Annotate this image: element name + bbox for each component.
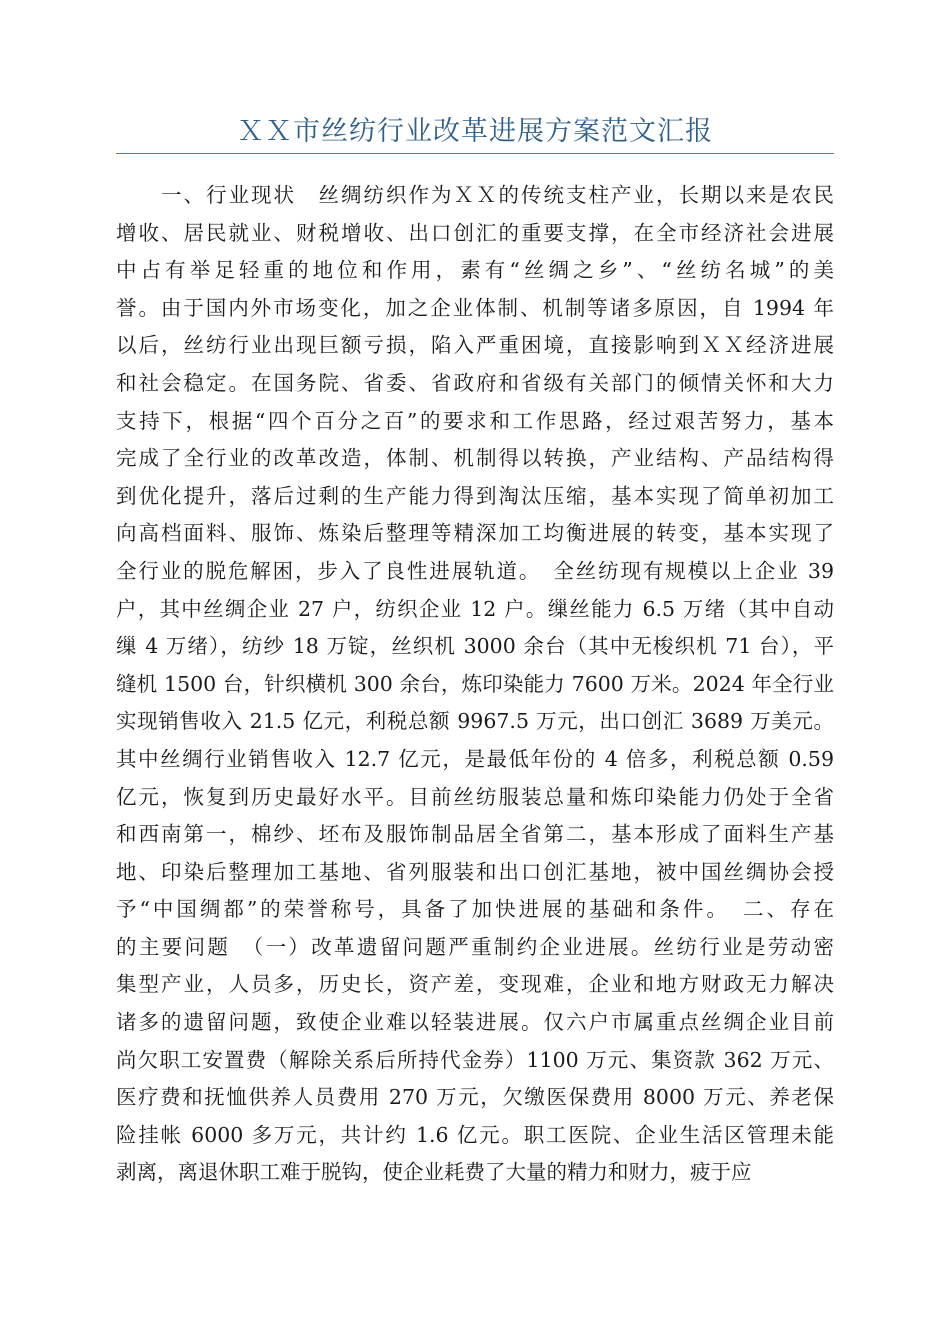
text-line: 完成了全行业的改革改造，体制、机制得以转换，产业结构、产品结构得 [116,446,834,471]
text-line: 誉。由于国内外市场变化，加之企业体制、机制等诸多原因，自 1994 年 [116,295,834,320]
text-line: 缫 4 万绪），纺纱 18 万锭，丝织机 3000 余台（其中无梭织机 71 台），平 [116,634,834,659]
text-line: 向高档面料、服饰、炼染后整理等精深加工均衡进展的转变，基本实现了 [116,521,834,546]
text-line: 医疗费和抚恤供养人员费用 270 万元，欠缴医保费用 8000 万元、养老保 [116,1085,834,1110]
text-line: 亿元，恢复到历史最好水平。目前丝纺服装总量和炼印染能力仍处于全省 [116,784,834,809]
text-line: 险挂帐 6000 多万元，共计约 1.6 亿元。职工医院、企业生活区管理未能 [116,1122,834,1147]
text-line: 尚欠职工安置费（解除关系后所持代金券）1100 万元、集资款 362 万元、 [116,1047,834,1072]
text-line: 全行业的脱危解困，步入了良性进展轨道。 全丝纺现有规模以上企业 39 [116,558,834,583]
text-line: 集型产业，人员多，历史长，资产差，变现难，企业和地方财政无力解决 [116,972,834,997]
text-line: 地、印染后整理加工基地、省列服装和出口创汇基地，被中国丝绸协会授 [116,859,834,884]
title-underline [116,153,834,154]
document-title: ＸＸ市丝纺行业改革进展方案范文汇报 [237,116,713,147]
text-line: 增收、居民就业、财税增收、出口创汇的重要支撑，在全市经济社会进展 [116,220,834,245]
text-line: 剥离，离退休职工难于脱钩，使企业耗费了大量的精力和财力，疲于应 [116,1160,752,1185]
text-line: 一、行业现状 丝绸纺织作为ＸＸ的传统支柱产业，长期以来是农民 [116,183,834,207]
text-line: 以后，丝纺行业出现巨额亏损，陷入严重困境，直接影响到ＸＸ经济进展 [116,333,834,358]
text-line: 其中丝绸行业销售收入 12.7 亿元，是最低年份的 4 倍多，利税总额 0.59 [116,746,834,771]
text-line: 和社会稳定。在国务院、省委、省政府和省级有关部门的倾情关怀和大力 [116,370,834,395]
text-line: 实现销售收入 21.5 亿元，利税总额 9967.5 万元，出口创汇 3689 万美元。 [116,709,834,734]
text-line: 予“中国绸都”的荣誉称号，具备了加快进展的基础和条件。 二、存在 [116,897,834,922]
text-line: 缝机 1500 台，针织横机 300 余台，炼印染能力 7600 万米。2024 年全行业 [116,671,834,696]
text-line: 支持下，根据“四个百分之百”的要求和工作思路，经过艰苦努力，基本 [116,408,834,433]
text-line: 到优化提升，落后过剩的生产能力得到淘汰压缩，基本实现了简单初加工 [116,483,834,508]
text-line: 诸多的遗留问题，致使企业难以轻装进展。仅六户市属重点丝绸企业目前 [116,1010,834,1035]
text-line: 中占有举足轻重的地位和作用，素有“丝绸之乡”、“丝纺名城”的美 [116,258,834,283]
text-line: 的主要问题 （一）改革遗留问题严重制约企业进展。丝纺行业是劳动密 [116,934,834,959]
text-line: 户，其中丝绸企业 27 户，纺织企业 12 户。缫丝能力 6.5 万绪（其中自动 [116,596,834,621]
text-line: 和西南第一，棉纱、坯布及服饰制品居全省第二，基本形成了面料生产基 [116,822,834,847]
document-body [116,177,834,1192]
